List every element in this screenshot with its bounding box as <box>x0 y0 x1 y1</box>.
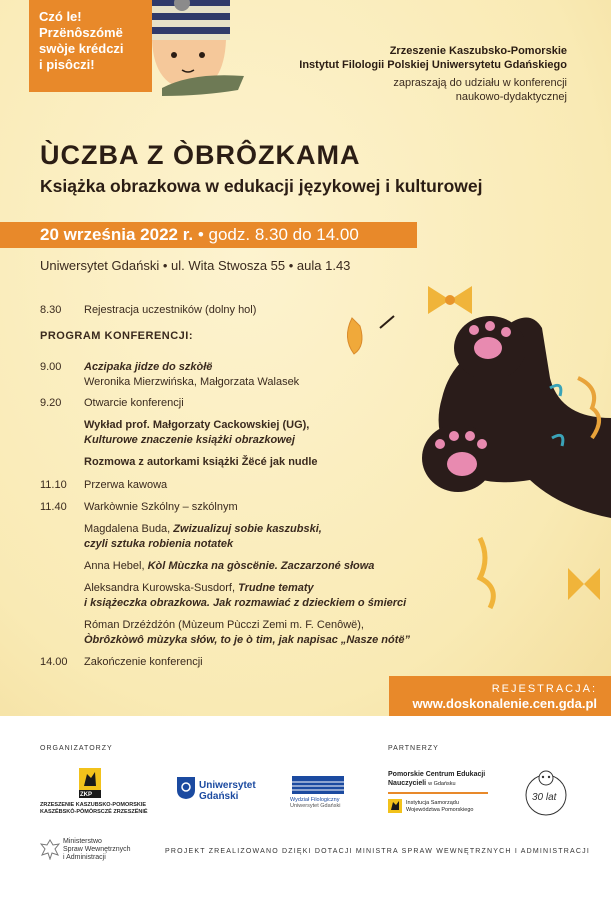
program-text: Rejestracja uczestników (dolny hol) <box>84 304 257 316</box>
program-title: Warkòwnie Szkólny – szkólnym <box>84 501 238 513</box>
program-title: Zakończenie konferencji <box>84 656 203 668</box>
program-time: 14.00 <box>40 656 68 668</box>
event-hours: godz. 8.30 do 14.00 <box>208 225 359 244</box>
ug-name-line: Gdański <box>199 791 239 802</box>
lecture-line: Wykład prof. Małgorzaty Cackowskiej (UG), <box>84 419 310 431</box>
program-title: Otwarcie konferencji <box>84 397 184 409</box>
program-time: 11.40 <box>40 501 67 513</box>
child-illustration <box>152 0 247 96</box>
isw-text <box>406 800 473 814</box>
invitation-block <box>299 44 567 104</box>
poster-subtitle: Książka obrazkowa w edukacji językowej i kulturowej <box>40 176 483 196</box>
workshop-line <box>84 522 322 537</box>
workshop-title: Trudne tematy <box>238 582 314 594</box>
program-title: Aczipaka jidze do szkòłë <box>84 361 213 373</box>
pcen-line-main: Nauczycieli <box>388 780 427 787</box>
greeting-line: swòje krédczi <box>39 41 124 56</box>
greeting-box <box>29 0 152 92</box>
pcen-line <box>388 779 485 789</box>
program-time: 8.30 <box>40 304 62 316</box>
event-date: 20 września 2022 r. <box>40 225 194 244</box>
venue: Uniwersytet Gdański • ul. Wita Stwosza 55 • aula 1.43 <box>40 258 351 273</box>
greeting-line: i pisôczi! <box>39 57 95 72</box>
ug-name-line: Uniwersytet <box>199 780 256 791</box>
speaker: Róman Drzéżdżón (Mùzeum Pùcczi Zemi m. F. Cenôwë), <box>84 619 364 631</box>
organizer-line: Zrzeszenie Kaszubsko-Pomorskie <box>389 45 567 57</box>
speaker: Anna Hebel, <box>84 560 148 572</box>
partners-label: PARTNERZY <box>388 745 439 752</box>
registration-box <box>389 676 611 716</box>
pcen-city: w Gdańsku <box>428 781 456 787</box>
faculty-line: Wydział Filologiczny <box>290 797 340 803</box>
isw-line: Instytucja Samorządu <box>406 800 459 806</box>
program-title: Przerwa kawowa <box>84 479 168 491</box>
ug-shield-icon <box>176 776 196 800</box>
workshop-title: Zwizualizuj sobie kaszubski, <box>173 523 322 535</box>
workshop-line <box>84 581 314 596</box>
program-time: 9.20 <box>40 397 62 409</box>
zkp-abbrev: ZKP <box>80 792 92 798</box>
funding-footer: PROJEKT ZREALIZOWANO DZIĘKI DOTACJI MINISTRA SPRAW WEWNĘTRZNYCH I ADMINISTRACJI <box>165 848 590 855</box>
workshop-title: czyli sztuka robienia notatek <box>84 538 234 550</box>
ministry-line: Ministerstwo <box>63 838 102 845</box>
program-detail: Weronika Mierzwińska, Małgorzata Walasek <box>84 376 300 388</box>
ministry-line: Spraw Wewnętrznych <box>63 846 131 853</box>
isw-line: Województwa Pomorskiego <box>406 807 474 813</box>
zkp-name-line: ZRZESZENIE KASZUBSKO-POMORSKIE <box>40 802 147 808</box>
zkp-name <box>40 802 148 816</box>
philology-faculty-text <box>290 797 340 809</box>
eagle-emblem-icon <box>40 838 60 860</box>
ministry-line: i Administracji <box>63 854 106 861</box>
greeting-line: Przënôszómë <box>39 25 123 40</box>
speaker: Magdalena Buda, <box>84 523 174 535</box>
pcen-logo <box>388 770 485 789</box>
pomorskie-griffin-icon <box>388 799 402 813</box>
anniversary-text: 30 lat <box>532 792 557 803</box>
workshop-title: Òbrôzkòwô mùzyka słów, to je ò tim, jak napisac „Nasze nótë” <box>84 634 411 646</box>
workshop-line <box>84 559 374 574</box>
program-heading: PROGRAM KONFERENCJI: <box>40 330 194 342</box>
date-band <box>0 222 417 248</box>
organizer-line: Instytut Filologii Polskiej Uniwersytetu Gdańskiego <box>299 59 567 71</box>
lecture-line: Kulturowe znaczenie książki obrazkowej <box>84 434 295 446</box>
pcen-line: Pomorskie Centrum Edukacji <box>388 771 486 778</box>
poster-title: ÙCZBA Z ÒBRÔZKAMA <box>40 140 361 170</box>
speaker: Aleksandra Kurowska-Susdorf, <box>84 582 239 594</box>
registration-label: REJESTRACJA: <box>491 683 597 695</box>
bear-illustration <box>330 268 611 638</box>
date-separator: • <box>193 225 209 244</box>
ministry-text <box>63 838 131 862</box>
pcen-divider <box>388 792 488 794</box>
organizers-label: ORGANIZATORZY <box>40 745 113 752</box>
faculty-line: Uniwersytet Gdański <box>290 803 341 809</box>
greeting-line: Czó le! <box>39 9 82 24</box>
invitation-line: naukowo-dydaktycznej <box>455 91 567 103</box>
talk-line: Rozmowa z autorkami książki Žëcé jak nudle <box>84 456 318 468</box>
program-time: 9.00 <box>40 361 62 373</box>
ug-logo-text <box>199 780 256 802</box>
zkp-name-line: KASZËBSKÒ-PÒMÒRSCZÉ ZRZESZËNIÉ <box>40 809 148 815</box>
invitation-line: zapraszają do udziału w konferencji <box>393 77 567 89</box>
workshop-title: Kòl Mùczka na gòscënie. Zaczarzoné słowa <box>147 560 375 572</box>
philology-faculty-icon <box>292 776 344 794</box>
workshop-title: i książeczka obrazkowa. Jak rozmawiać z dzieckiem o śmierci <box>84 597 407 609</box>
registration-link[interactable]: www.doskonalenie.cen.gda.pl <box>412 696 597 711</box>
program-time: 11.10 <box>40 479 67 491</box>
